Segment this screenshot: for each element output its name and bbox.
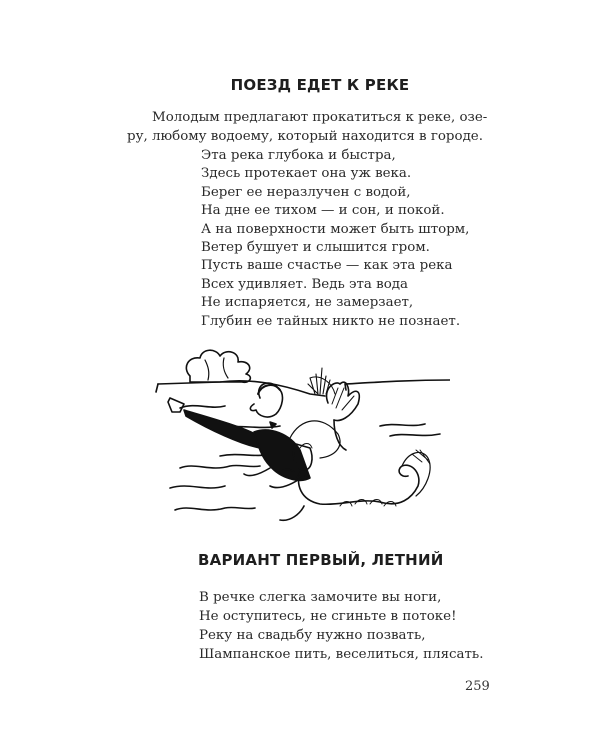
page-number: 259 <box>465 679 490 694</box>
poem-line: Шампанское пить, веселиться, плясать. <box>199 647 484 662</box>
poem-river <box>201 147 469 331</box>
poem-line: А на поверхности может быть шторм, <box>201 221 470 237</box>
subsection-title: ВАРИАНТ ПЕРВЫЙ, ЛЕТНИЙ <box>198 551 444 569</box>
poem-line: Ветер бушует и слышится гром. <box>201 240 430 256</box>
intro-line: Молодым предлагают прокатиться к реке, озе- <box>152 110 488 125</box>
poem-line: Эта река глубока и быстра, <box>201 148 396 163</box>
poem-line: Не испаряется, не замерзает, <box>201 295 414 311</box>
poem-line: Берег ее неразлучен с водой, <box>201 184 411 200</box>
section-title: ПОЕЗД ЕДЕТ К РЕКЕ <box>230 76 410 94</box>
poem-line: Пусть ваше счастье — как эта река <box>201 258 453 274</box>
poem-line: Глубин ее тайных никто не познает. <box>201 313 461 329</box>
poem-line: Здесь протекает она уж века. <box>201 166 412 182</box>
poem-line: Реку на свадьбу нужно позвать, <box>199 628 426 643</box>
intro-line: ру, любому водоему, который находится в городе. <box>127 129 483 144</box>
intro-paragraph <box>127 108 488 146</box>
poem-line: В речке слегка замочите вы ноги, <box>199 590 442 605</box>
poem-line: Всех удивляет. Ведь эта вода <box>201 276 408 292</box>
poem-summer-variant <box>199 588 483 664</box>
poem-line: На дне ее тихом — и сон, и покой. <box>201 203 445 219</box>
illustration-groom-mermaid <box>150 338 450 528</box>
poem-line: Не оступитесь, не сгиньте в потоке! <box>199 609 457 624</box>
